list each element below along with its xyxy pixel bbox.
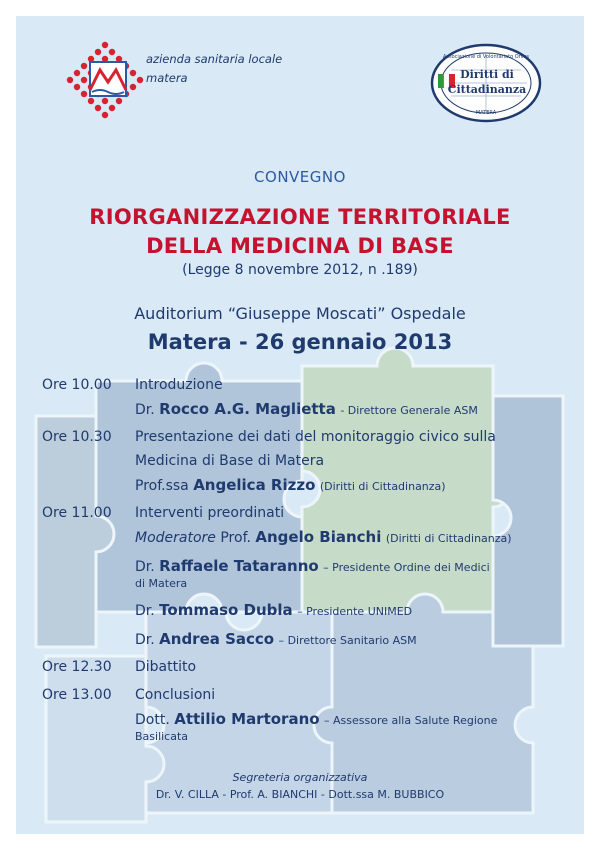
- s1-speaker: [135, 400, 478, 418]
- puzzle-piece: [493, 396, 563, 646]
- s3-title: Interventi preordinati: [135, 505, 285, 521]
- s3-speaker2: [135, 557, 490, 575]
- asl-name-line2: matera: [146, 71, 188, 85]
- s3-speaker2-role: – Presidente Ordine dei Medici: [323, 561, 490, 574]
- s3-speaker3-name: Tommaso Dubla: [159, 601, 293, 619]
- logo-city: MATERA: [475, 110, 497, 116]
- s3-speaker4: [135, 630, 417, 648]
- s2-speaker: [135, 476, 446, 494]
- logo-ring-text: Associazione di Volontariato Onlus: [442, 54, 530, 60]
- s1-time: Ore 10.00: [42, 377, 112, 393]
- asl-name: [146, 50, 282, 88]
- logo-name-line2: Cittadinanza: [447, 83, 527, 96]
- s3-moderator-prefix: Prof.: [220, 530, 251, 546]
- s2-speaker-role: (Diritti di Cittadinanza): [319, 480, 446, 493]
- s3-speaker4-role: – Direttore Sanitario ASM: [278, 634, 417, 647]
- s5-speaker-name: Attilio Martorano: [174, 710, 320, 728]
- s5-speaker: [135, 710, 497, 728]
- logo-name-line1: Diritti di: [460, 68, 514, 81]
- event-title-line2: DELLA MEDICINA DI BASE: [146, 234, 454, 258]
- asl-name-line1: azienda sanitaria locale: [146, 52, 283, 66]
- s1-speaker-role: - Direttore Generale ASM: [340, 404, 478, 417]
- date-line: Matera - 26 gennaio 2013: [147, 330, 453, 354]
- event-title: [16, 203, 584, 261]
- s2-title-line2: Medicina di Base di Matera: [135, 453, 325, 469]
- event-title-line1: RIORGANIZZAZIONE TERRITORIALE: [89, 205, 511, 229]
- secretariat-label: Segreteria organizzativa: [232, 771, 368, 784]
- s1-speaker-name: Rocco A.G. Maglietta: [159, 400, 336, 418]
- s3-speaker2-name: Raffaele Tataranno: [159, 557, 319, 575]
- s5-speaker-role: – Assessore alla Salute Regione: [324, 714, 498, 727]
- s3-speaker3-prefix: Dr.: [135, 603, 155, 619]
- s1-speaker-prefix: Dr.: [135, 402, 155, 418]
- s3-moderator: [135, 528, 512, 546]
- event-type: CONVEGNO: [254, 168, 346, 186]
- asl-logo: [60, 40, 146, 122]
- s5-time: Ore 13.00: [42, 687, 112, 703]
- law-reference: (Legge 8 novembre 2012, n .189): [182, 262, 418, 278]
- s3-time: Ore 11.00: [42, 505, 112, 521]
- s2-speaker-prefix: Prof.ssa: [135, 478, 189, 494]
- s4-time: Ore 12.30: [42, 659, 112, 675]
- s3-speaker2-role-line2: di Matera: [135, 577, 188, 590]
- s3-moderator-role: (Diritti di Cittadinanza): [385, 532, 512, 545]
- secretariat-names: Dr. V. CILLA - Prof. A. BIANCHI - Dott.ssa M. BUBBICO: [155, 788, 445, 801]
- diritti-di-cittadinanza-logo: [429, 42, 544, 124]
- s3-speaker3-role: – Presidente UNIMED: [297, 605, 413, 618]
- s3-speaker3: [135, 601, 412, 619]
- s4-title: Dibattito: [135, 659, 197, 675]
- s1-title: Introduzione: [135, 377, 223, 393]
- s2-title-line1: Presentazione dei dati del monitoraggio civico sulla: [135, 429, 496, 445]
- s5-speaker-prefix: Dott.: [135, 712, 170, 728]
- s3-speaker2-prefix: Dr.: [135, 559, 155, 575]
- s2-speaker-name: Angelica Rizzo: [193, 476, 316, 494]
- poster: [16, 16, 584, 834]
- s5-speaker-role-line2: Basilicata: [135, 730, 189, 743]
- s2-time: Ore 10.30: [42, 429, 112, 445]
- s3-speaker4-prefix: Dr.: [135, 632, 155, 648]
- s5-title: Conclusioni: [135, 687, 216, 703]
- s3-moderator-label: Moderatore: [135, 530, 216, 546]
- s3-moderator-name: Angelo Bianchi: [255, 528, 382, 546]
- s3-speaker4-name: Andrea Sacco: [159, 630, 275, 648]
- venue: Auditorium “Giuseppe Moscati” Ospedale: [134, 304, 466, 323]
